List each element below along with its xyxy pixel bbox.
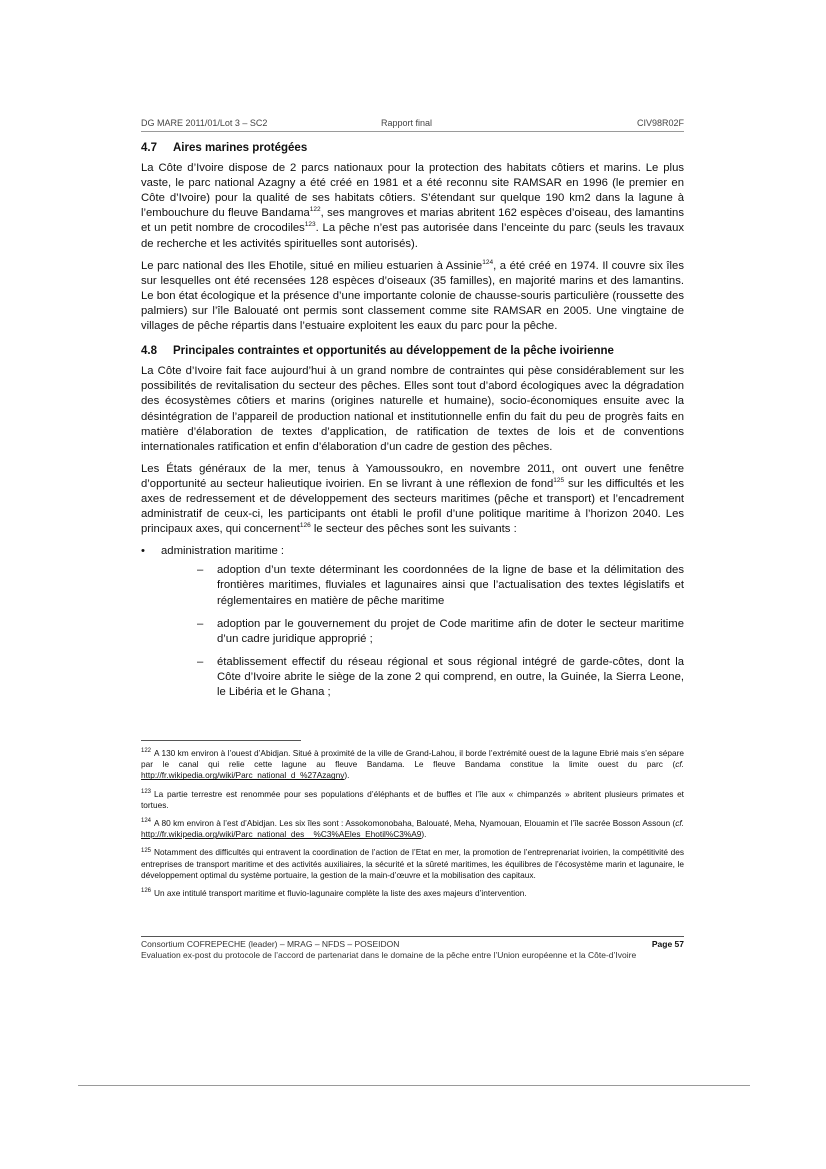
section-47-number: 4.7: [141, 142, 157, 154]
footnote-link-azagny[interactable]: http://fr.wikipedia.org/wiki/Parc_national_d_%27Azagny: [141, 770, 345, 781]
footnote-122: $^{122}$ A 130 km environ à l’ouest d’Abidjan. Situé à proximité de la ville de Grand-Lahou, il borde l’extrémité ouest de la lagune Ebrié mais s’en sépare par le canal qui relie cette lagune au fleuve Bandama. Le fleuve Bandama constitue la limite ouest du parc (cf. http://fr.wikipedia.org/wiki/Parc_national_d_%27Azagny).: [141, 748, 684, 781]
bullet-dot-icon: •: [141, 545, 145, 558]
footnote-ref-126[interactable]: 126: [299, 522, 311, 530]
footnote-123: $^{123}$ La partie terrestre est renommée pour ses populations d’éléphants et de buffles et l’île aux « chimpanzés » abritent plusieurs primates et tortues.: [141, 788, 684, 810]
footnote-125: $^{125}$ Notamment des difficultés qui entravent la coordination de l’action de l’Etat en mer, la promotion de l’entreprenariat ivoirien, la compétitivité des entreprises de transport maritime et des activités auxiliaires, la sécurité et la sûreté maritimes, les équilibres de l’écosystème marin et lagunaire, le développement optimal du système portuaire, la gestion de la main-d’œuvre et la mobilisation des capitaux.: [141, 847, 684, 880]
footnote-separator: [141, 740, 301, 741]
footnote-ref-123[interactable]: 123: [304, 221, 316, 229]
header-right: CIV98R02F: [636, 118, 684, 128]
footnote-124: $^{124}$ A 80 km environ à l’est d’Abidjan. Les six îles sont : Assokomonobaha, Balouaté, Meha, Nyamouan, Elouamin et l’île sacrée Bosson Assoun (cf. http://fr.wikipedia.org/wiki/Parc_national_des__%C3%AEles_Ehotil%C3%A9).: [141, 818, 684, 840]
dash-list: [141, 563, 684, 700]
footnote-ref-125[interactable]: 125: [553, 477, 565, 485]
dash-icon: –: [197, 655, 204, 668]
section-48-paragraph-1: La Côte d’Ivoire fait face aujourd’hui à un grand nombre de contraintes qui pèse considérablement sur les possibilités de revitalisation du secteur des pêches. Elles sont tout d’abord écologiques avec la dégradation des écosystèmes côtiers et marins (origines naturelle et humaine), socio-économiques ensuite avec la désintégration de l’appareil de production national et institutionnelle enfin du fait du peu de progrès faits en matière d’élaboration de textes d’application, de ratification de textes de lois et de conventions internationales ratification et enfin d’élaboration d’un cadre de gestion des pêches.: [141, 365, 684, 453]
footnote-ref-124[interactable]: 124: [482, 258, 494, 266]
footer-organization: Consortium COFREPECHE (leader) – MRAG – NFDS – POSEIDON: [141, 939, 400, 949]
list-item: – établissement effectif du réseau régional et sous régional intégré de garde-côtes, dont la Côte d’Ivoire abrite le siège de la zone 2 qui comprend, en outre, la Guinée, la Sierra Leone, le Libéria et le Ghana ;: [197, 655, 684, 698]
dash-icon: –: [197, 564, 204, 577]
section-47-paragraph-1: La Côte d’Ivoire dispose de 2 parcs nationaux pour la protection des habitats côtiers et marins. Le plus vaste, le parc national Azagny a été créé en 1981 et a été reconnu site RAMSAR en 1996 (le premier en Côte d’Ivoire) pour la qualité de ses habitats côtiers. S’étendant sur quelque 190 km2 dans la lagune à l’embouchure du fleuve Bandama$^{122}$, ses mangroves et marias abritent 162 espèces d’oiseau, des lamantins et un petit nombre de crocodiles$^{123}$. La pêche n’est pas autorisée dans l’enceinte du parc (seuls les travaux de recherche et les activités spirituelles sont autorisés).: [141, 162, 685, 250]
section-48-heading: Principales contraintes et opportunités au développement de la pêche ivoirienne: [173, 345, 614, 358]
footnotes: [141, 748, 684, 906]
page-number: Page 57: [651, 939, 684, 949]
header-center: Rapport final: [381, 118, 433, 128]
section-47-heading: Aires marines protégées: [173, 142, 308, 154]
footnote-link-ehotile[interactable]: http://fr.wikipedia.org/wiki/Parc_national_des__%C3%AEles_Ehotil%C3%A9: [141, 829, 422, 840]
section-47-title: [141, 141, 684, 156]
page-bottom-divider: [78, 1085, 750, 1086]
page-footer: [141, 936, 684, 960]
footnote-126: $^{126}$ Un axe intitulé transport maritime et fluvio-lagunaire complète la liste des axes majeurs d’intervention.: [141, 888, 527, 899]
main-content: [141, 141, 684, 708]
list-item: – adoption par le gouvernement du projet de Code maritime afin de doter le secteur maritime d’un cadre juridique approprié ;: [197, 617, 684, 645]
page-header: [141, 117, 684, 132]
footnote-ref-122[interactable]: 122: [309, 206, 321, 214]
header-left: DG MARE 2011/01/Lot 3 – SC2: [141, 118, 268, 128]
footer-description: Evaluation ex-post du protocole de l’accord de partenariat dans le domaine de la pêche entre l’Union européenne et la Côte-d’Ivoire: [141, 950, 637, 960]
section-48-paragraph-2: Les États généraux de la mer, tenus à Yamoussoukro, en novembre 2011, ont ouvert une fenêtre d’opportunité au secteur halieutique ivoirien. En se livrant à une réflexion de fond$^{125}$ sur les difficultés et les axes de redressement et de développement des secteurs maritimes (pêche et transport) et l’encadrement administratif de ceux-ci, les participants ont établi le profil d’une politique maritime à l’horizon 2040. Les principaux axes, qui concernent$^{126}$ le secteur des pêches sont les suivants :: [141, 462, 685, 536]
bullet-item: [141, 544, 684, 559]
list-item: – adoption d’un texte déterminant les coordonnées de la ligne de base et la délimitation des frontières maritimes, fluviales et lagunaires ainsi que l’actualisation des textes législatifs et réglementaires en matière de pêche maritime: [197, 564, 684, 607]
section-48-number: 4.8: [141, 345, 157, 358]
bullet-text: administration maritime :: [161, 545, 285, 558]
section-47-paragraph-2: Le parc national des Iles Ehotile, situé en milieu estuarien à Assinie$^{124}$, a été créé en 1974. Il couvre six îles sur lesquelles ont été recensées 128 espèces d’oiseaux (35 familles), en majorité marins et des lamantins. Le bon état écologique et la présence d’une importante colonie de chausse-souris particulière (roussette des palmiers) sur l’île Balouaté ont permis sont classement comme site RAMSAR en 2005. Une vingtaine de villages de pêche répartis dans l’estuaire exploitent les eaux du parc pour la pêche.: [141, 258, 684, 333]
section-48-title: [141, 344, 684, 359]
dash-icon: –: [197, 617, 204, 630]
